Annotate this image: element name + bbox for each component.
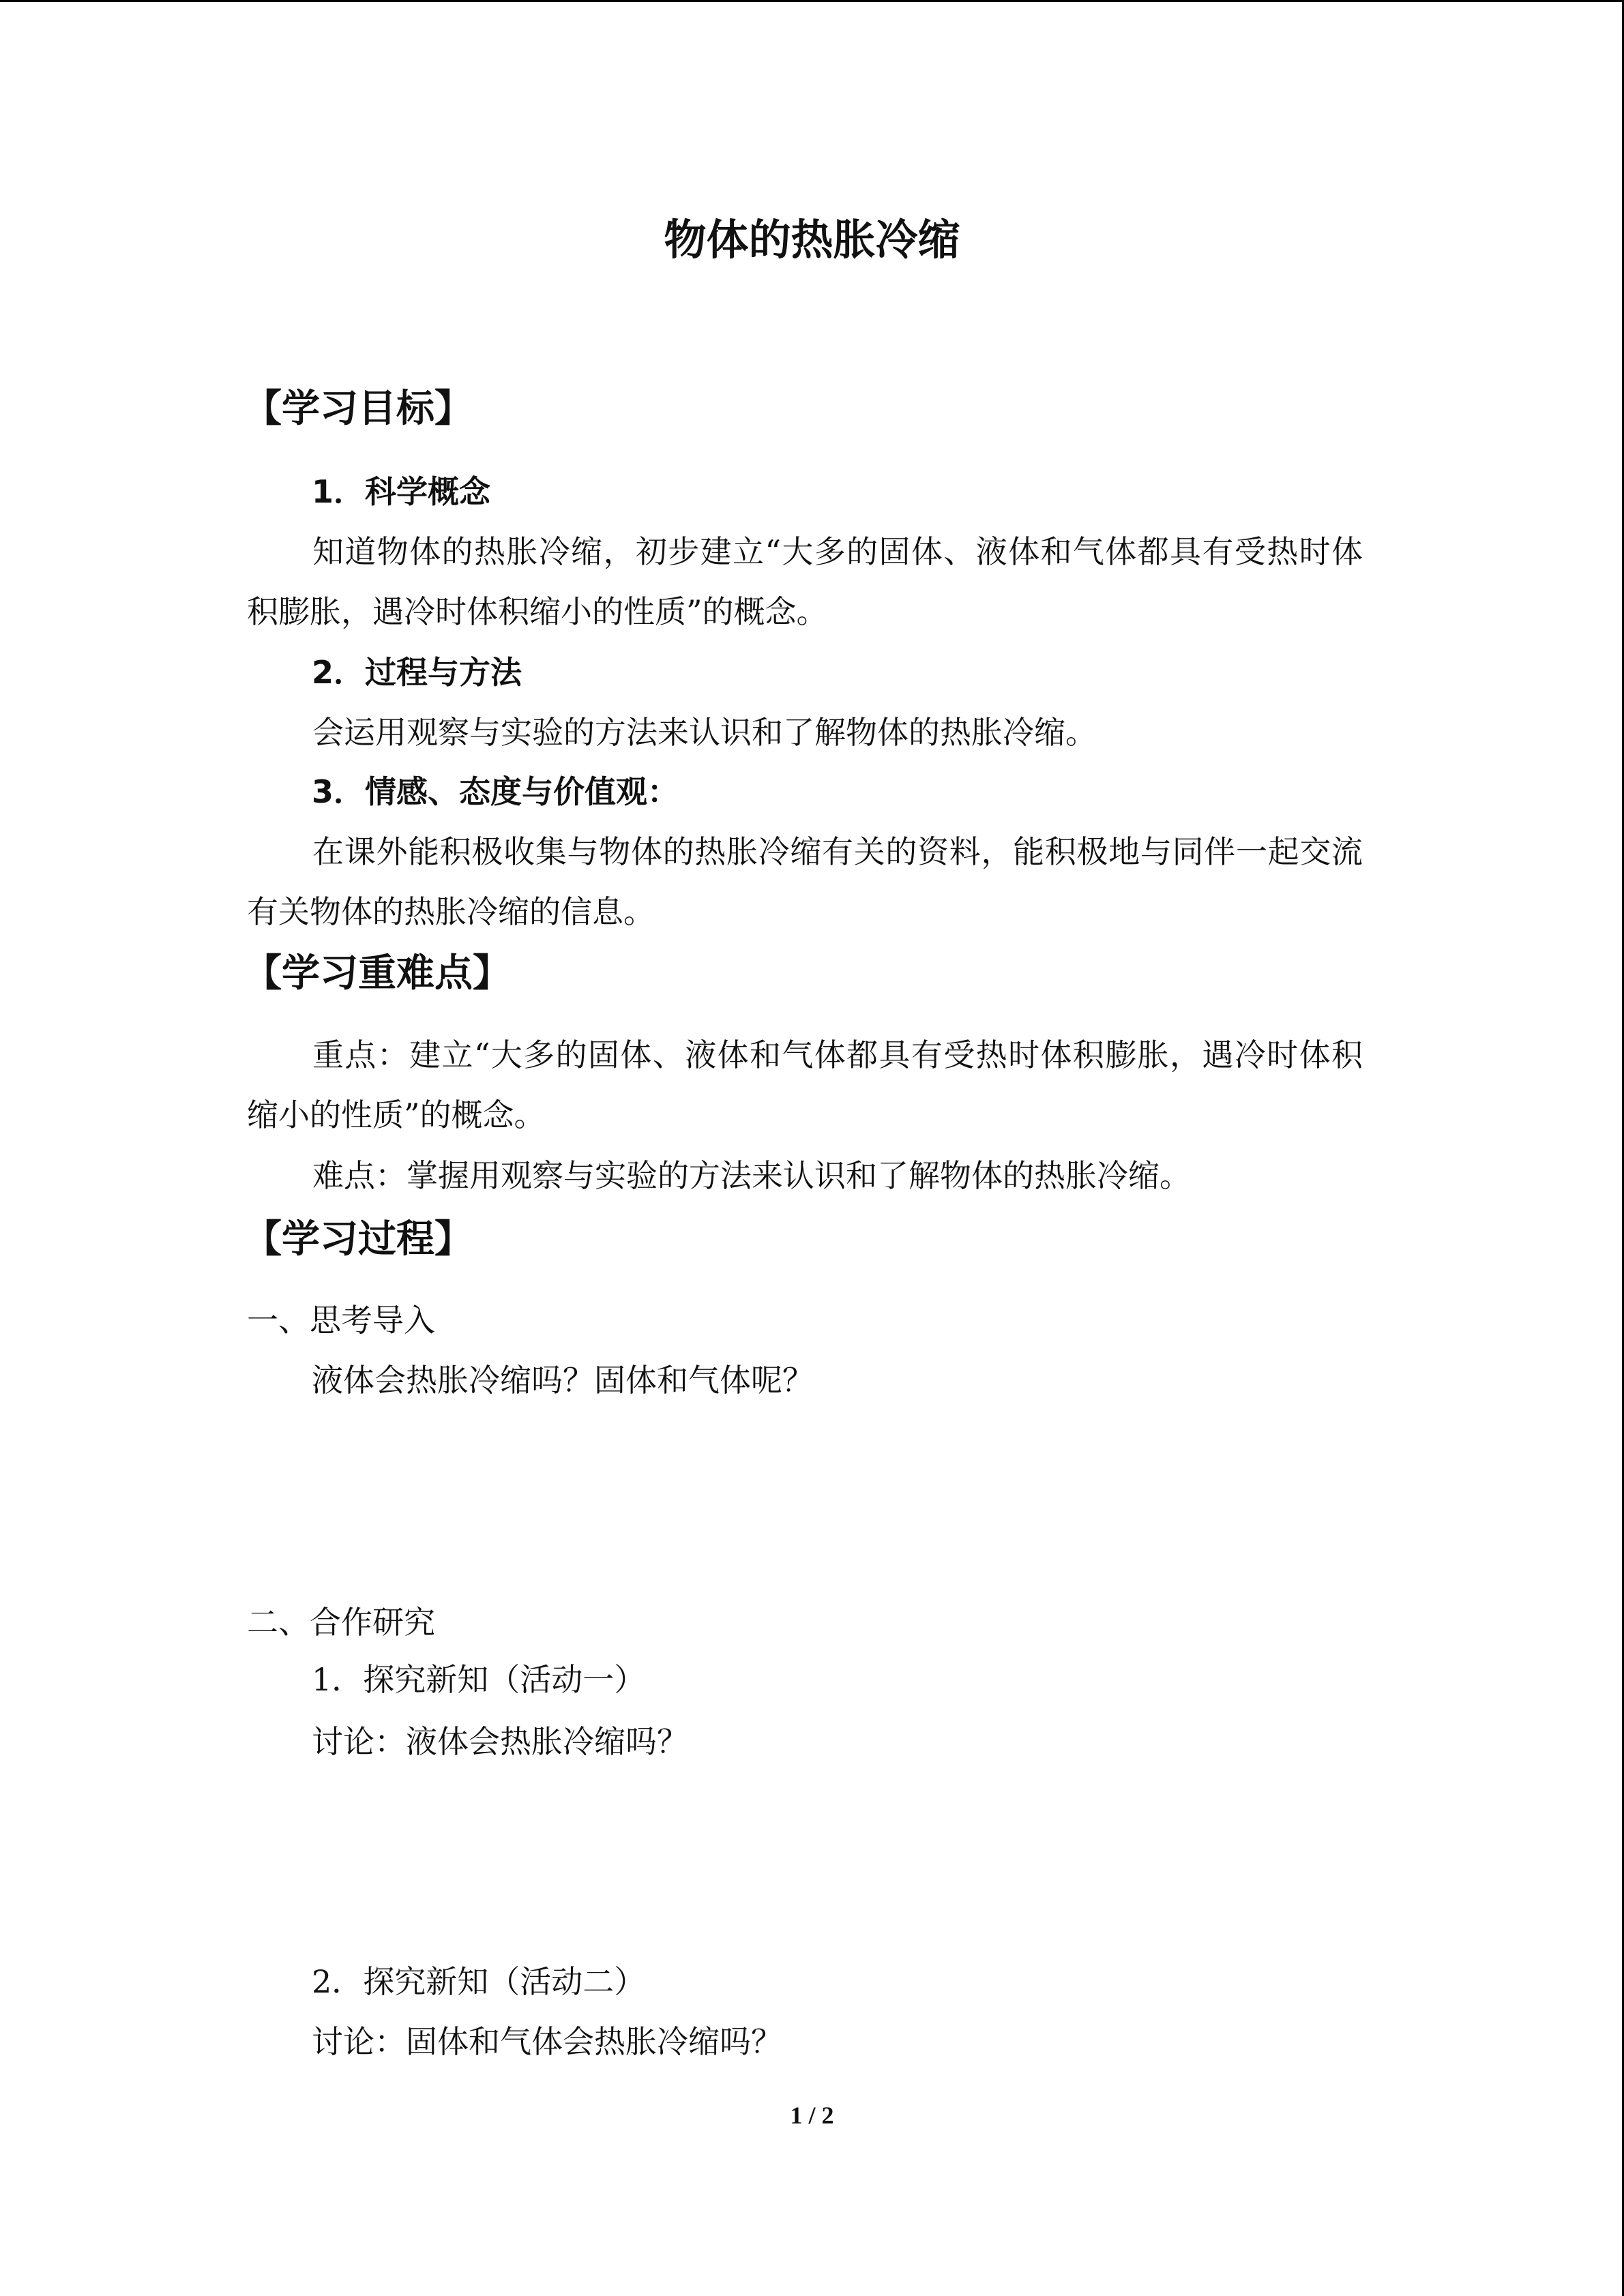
objective-1-title: 1．科学概念: [312, 473, 491, 510]
key-point-difficulty: 难点：掌握用观察与实验的方法来认识和了解物体的热胀冷缩。: [312, 1157, 1191, 1194]
objective-1-text: 知道物体的热胀冷缩，初步建立“大多的固体、液体和气体都具有受热时体积膨胀，遇冷时体积缩小的性质”的概念。: [247, 533, 1363, 630]
objective-2-title: 2．过程与方法: [312, 654, 522, 691]
page-number: 1 / 2: [790, 2102, 834, 2129]
activity-1-title: 1．探究新知（活动一）: [312, 1661, 646, 1698]
activity-2-discussion: 讨论：固体和气体会热胀冷缩吗？: [312, 2023, 782, 2060]
document-title: 物体的热胀冷缩: [664, 215, 960, 265]
objective-2-text: 会运用观察与实验的方法来认识和了解物体的热胀冷缩。: [312, 714, 1097, 751]
section-heading-process: 【学习过程】: [243, 1217, 473, 1262]
objective-3-title: 3．情感、态度与价值观：: [312, 773, 679, 810]
objective-3-text: 在课外能积极收集与物体的热胀冷缩有关的资料，能积极地与同伴一起交流有关物体的热胀冷缩的信息。: [247, 833, 1363, 930]
process-part-2-title: 二、合作研究: [247, 1604, 435, 1641]
key-point-focus: 重点：建立“大多的固体、液体和气体都具有受热时体积膨胀，遇冷时体积缩小的性质”的概念。: [247, 1037, 1363, 1133]
process-part-1-title: 一、思考导入: [247, 1302, 435, 1339]
section-heading-key-points: 【学习重难点】: [243, 951, 511, 996]
activity-2-title: 2．探究新知（活动二）: [312, 1963, 646, 2000]
section-heading-objectives: 【学习目标】: [243, 387, 473, 431]
activity-1-discussion: 讨论：液体会热胀冷缩吗？: [312, 1723, 688, 1760]
process-part-1-question: 液体会热胀冷缩吗？固体和气体呢？: [312, 1362, 814, 1399]
